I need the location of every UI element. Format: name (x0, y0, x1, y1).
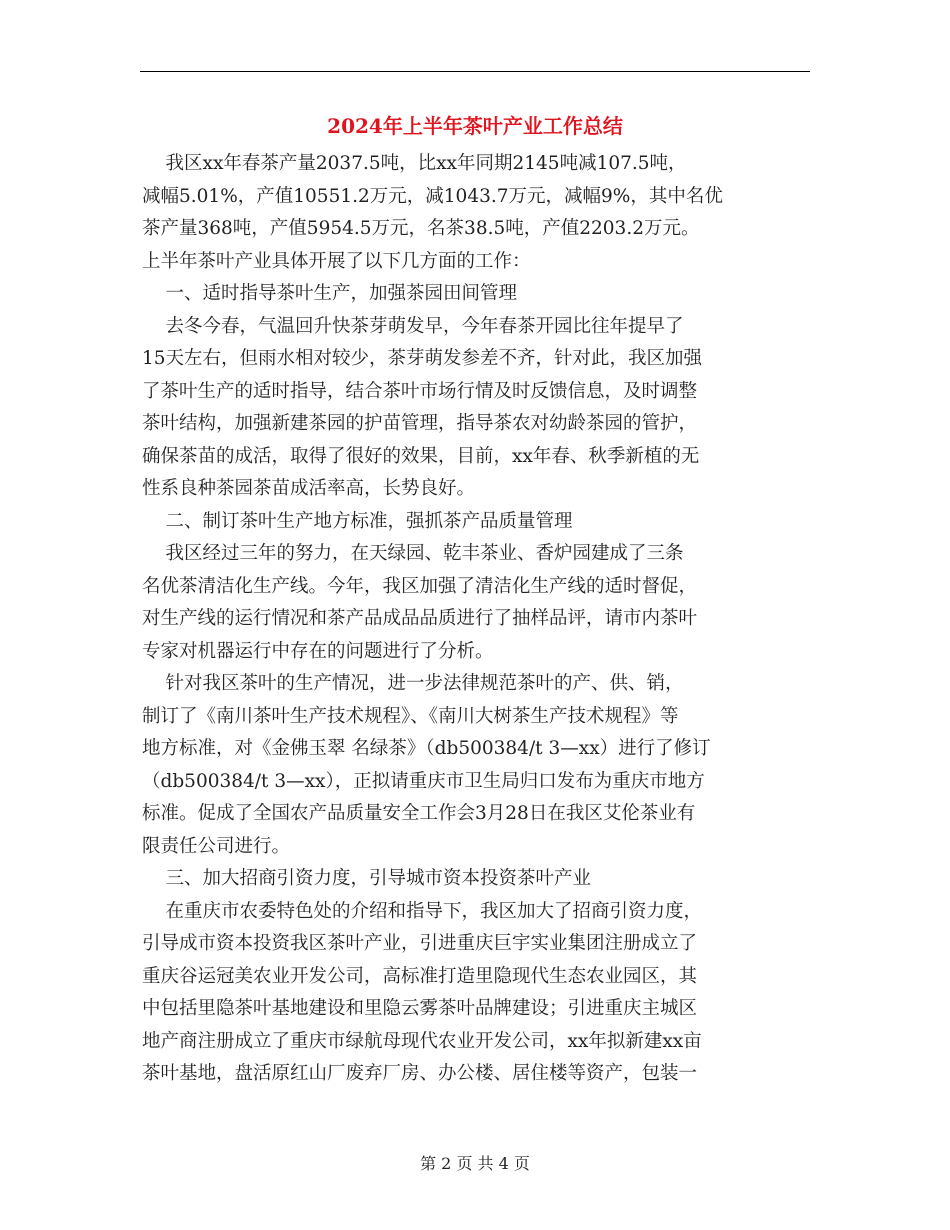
document-title: 2024年上半年茶叶产业工作总结 (327, 114, 623, 138)
body-line: 中包括里隐茶叶基地建设和里隐云雾茶叶品牌建设；引进重庆主城区 (142, 998, 698, 1019)
body-line: 专家对机器运行中存在的问题进行了分析。 (142, 640, 494, 662)
document-body (142, 148, 812, 1091)
body-line: 制订了《南川茶叶生产技术规程》、《南川大树茶生产技术规程》等 (142, 705, 679, 727)
body-line: （db500384/t 3—xx），正拟请重庆市卫生局归口发布为重庆市地方 (142, 770, 705, 792)
body-line: 性系良种茶园茶苗成活率高，长势良好。 (142, 478, 476, 499)
body-line: 重庆谷运冠美农业开发公司，高标准打造里隐现代生态农业园区，其 (142, 965, 698, 987)
body-line: 标准。促成了全国农产品质量安全工作会3月28日在我区艾伦茶业有 (142, 803, 696, 824)
body-line: 地产商注册成立了重庆市绿航母现代农业开发公司，xx年拟新建xx亩 (142, 1030, 702, 1052)
body-line: 了茶叶生产的适时指导，结合茶叶市场行情及时反馈信息，及时调整 (142, 380, 698, 402)
body-line: 地方标准，对《金佛玉翠 名绿茶》（db500384/t 3—xx）进行了修订 (142, 738, 711, 759)
body-line: 减幅5.01%，产值10551.2万元，减1043.7万元，减幅9%，其中名优 (142, 185, 723, 207)
body-line: 引导成市资本投资我区茶叶产业，引进重庆巨宇实业集团注册成立了 (142, 933, 698, 954)
body-line: 上半年茶叶产业具体开展了以下几方面的工作： (142, 250, 531, 272)
body-line: 名优茶清洁化生产线。今年，我区加强了清洁化生产线的适时督促， (142, 575, 698, 597)
body-line: 茶产量368吨，产值5954.5万元，名茶38.5吨，产值2203.2万元。 (142, 218, 700, 239)
section-heading-2: 二、制订茶叶生产地方标准，强抓茶产品质量管理 (142, 510, 573, 532)
page-footer: 第 2 页 共 4 页 (420, 1154, 530, 1173)
body-line: 针对我区茶叶的生产情况，进一步法律规范茶叶的产、供、销， (142, 673, 684, 694)
header-rule (140, 71, 810, 72)
body-line: 茶叶基地，盘活原红山厂废弃厂房、办公楼、居住楼等资产，包装一 (142, 1063, 698, 1084)
body-line: 我区xx年春茶产量2037.5吨，比xx年同期2145吨减107.5吨， (142, 153, 687, 174)
body-line: 对生产线的运行情况和茶产品成品品质进行了抽样品评，请市内茶叶 (142, 608, 698, 629)
body-line: 在重庆市农委特色处的介绍和指导下，我区加大了招商引资力度， (142, 900, 703, 922)
body-line: 去冬今春，气温回升快茶芽萌发早，今年春茶开园比往年提早了 (142, 315, 684, 337)
section-heading-1: 一、适时指导茶叶生产，加强茶园田间管理 (142, 283, 518, 304)
body-line: 确保茶苗的成活，取得了很好的效果，目前，xx年春、秋季新植的无 (142, 445, 700, 467)
body-line: 我区经过三年的努力，在天绿园、乾丰茶业、香炉园建成了三条 (142, 543, 684, 564)
body-line: 茶叶结构，加强新建茶园的护苗管理，指导茶农对幼龄茶园的管护， (142, 413, 698, 434)
body-line: 限责任公司进行。 (142, 835, 291, 857)
body-line: 15天左右，但雨水相对较少，茶芽萌发参差不齐，针对此，我区加强 (142, 348, 703, 369)
section-heading-3: 三、加大招商引资力度，引导城市资本投资茶叶产业 (142, 868, 592, 889)
